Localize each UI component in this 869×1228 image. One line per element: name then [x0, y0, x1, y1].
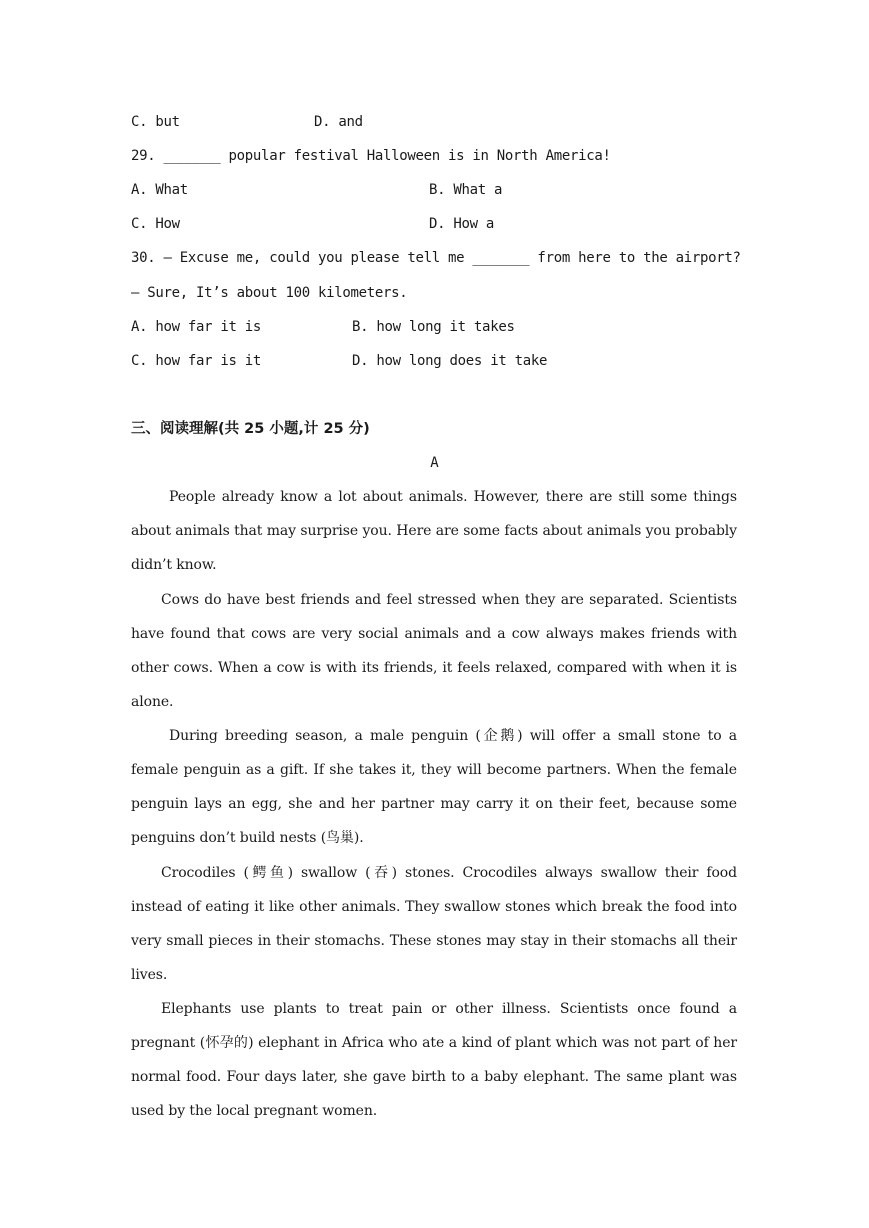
passage-paragraph-1: People already know a lot about animals. However, there are still some things about animals that may surprise you. Here are some facts about animals you probably didn’t know.	[131, 489, 737, 574]
passage-label: A	[430, 455, 439, 471]
q28-option-c: C. but	[131, 114, 180, 130]
q29-stem: 29. _______ popular festival Halloween is in North America!	[131, 148, 611, 164]
q30-option-a: A. how far it is	[131, 319, 262, 335]
passage-paragraph-5: Elephants use plants to treat pain or other illness. Scientists once found a pregnant (怀孕的) elephant in Africa who ate a kind of plant which was not part of her normal food. Four days later, she gave birth to a baby elephant. The same plant was used by the local pregnant women.	[131, 1001, 737, 1120]
passage-paragraph-3: During breeding season, a male penguin (企鹅) will offer a small stone to a female penguin as a gift. If she takes it, they will become partners. When the female penguin lays an egg, she and her partner may carry it on their feet, because some penguins don’t build nests (鸟巢).	[131, 728, 737, 847]
q30-option-d: D. how long does it take	[352, 353, 548, 369]
q29-option-b: B. What a	[429, 182, 503, 198]
q29-option-d: D. How a	[429, 216, 495, 232]
q30-option-c: C. how far is it	[131, 353, 262, 369]
q30-option-b: B. how long it takes	[352, 319, 515, 335]
passage-paragraph-2: Cows do have best friends and feel stressed when they are separated. Scientists have found that cows are very social animals and a cow always makes friends with other cows. When a cow is with its friends, it feels relaxed, compared with when it is alone.	[131, 592, 737, 711]
passage-paragraph-4: Crocodiles (鳄鱼) swallow (吞) stones. Crocodiles always swallow their food instead of eating it like other animals. They swallow stones which break the food into very small pieces in their stomachs. These stones may stay in their stomachs all their lives.	[131, 865, 737, 984]
q28-option-d: D. and	[314, 114, 363, 130]
q29-option-c: C. How	[131, 216, 180, 232]
q30-stem: 30. — Excuse me, could you please tell me _______ from here to the airport?	[131, 250, 741, 266]
q30-reply: — Sure, It’s about 100 kilometers.	[131, 285, 408, 301]
section-heading: 三、阅读理解(共 25 小题,计 25 分)	[131, 421, 370, 437]
q29-option-a: A. What	[131, 182, 188, 198]
